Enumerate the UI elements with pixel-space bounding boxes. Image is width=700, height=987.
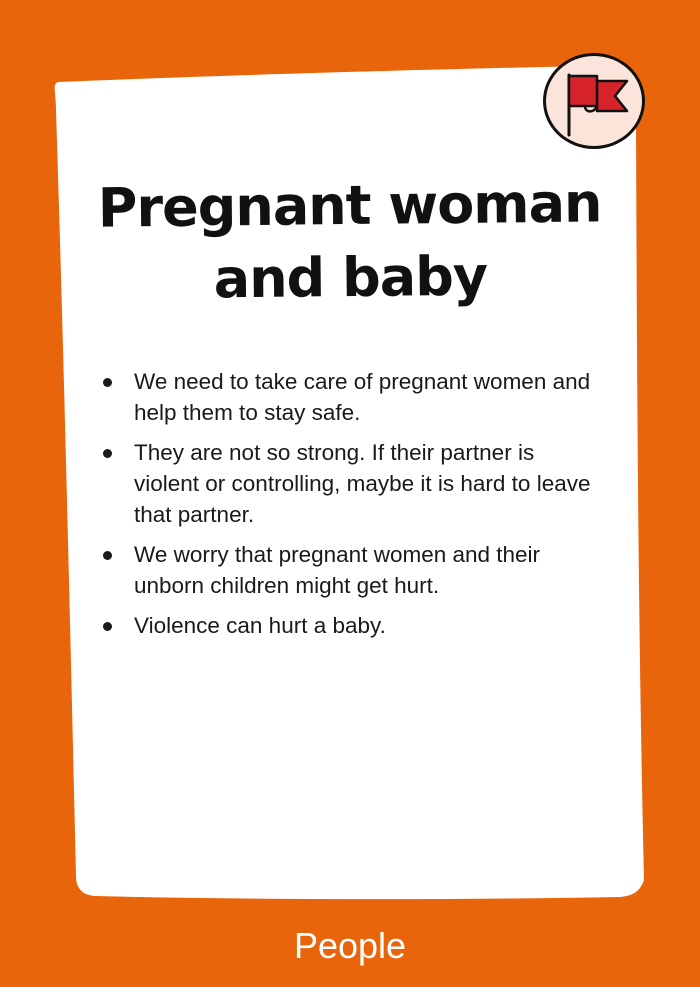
list-item-text: We worry that pregnant women and their unborn children might get hurt. (134, 542, 541, 598)
red-flag-badge (542, 51, 648, 151)
red-flag-icon (542, 51, 648, 151)
list-item (100, 366, 600, 428)
bullet-dot (103, 449, 112, 458)
card-title: Pregnant woman and baby (97, 171, 602, 311)
list-item (100, 610, 600, 641)
list-item (100, 539, 600, 601)
list-item-text: Violence can hurt a baby. (134, 613, 386, 638)
list-item-text: We need to take care of pregnant women and help them to stay safe. (134, 369, 591, 425)
category-label: People (293, 925, 407, 966)
list-item-text: They are not so strong. If their partner is violent or controlling, maybe it is hard to leave that partner. (134, 440, 591, 527)
bullet-dot (103, 622, 112, 631)
bullet-dot (103, 551, 112, 560)
bullet-dot (103, 378, 112, 387)
bullet-list (100, 366, 600, 650)
list-item (100, 437, 600, 530)
